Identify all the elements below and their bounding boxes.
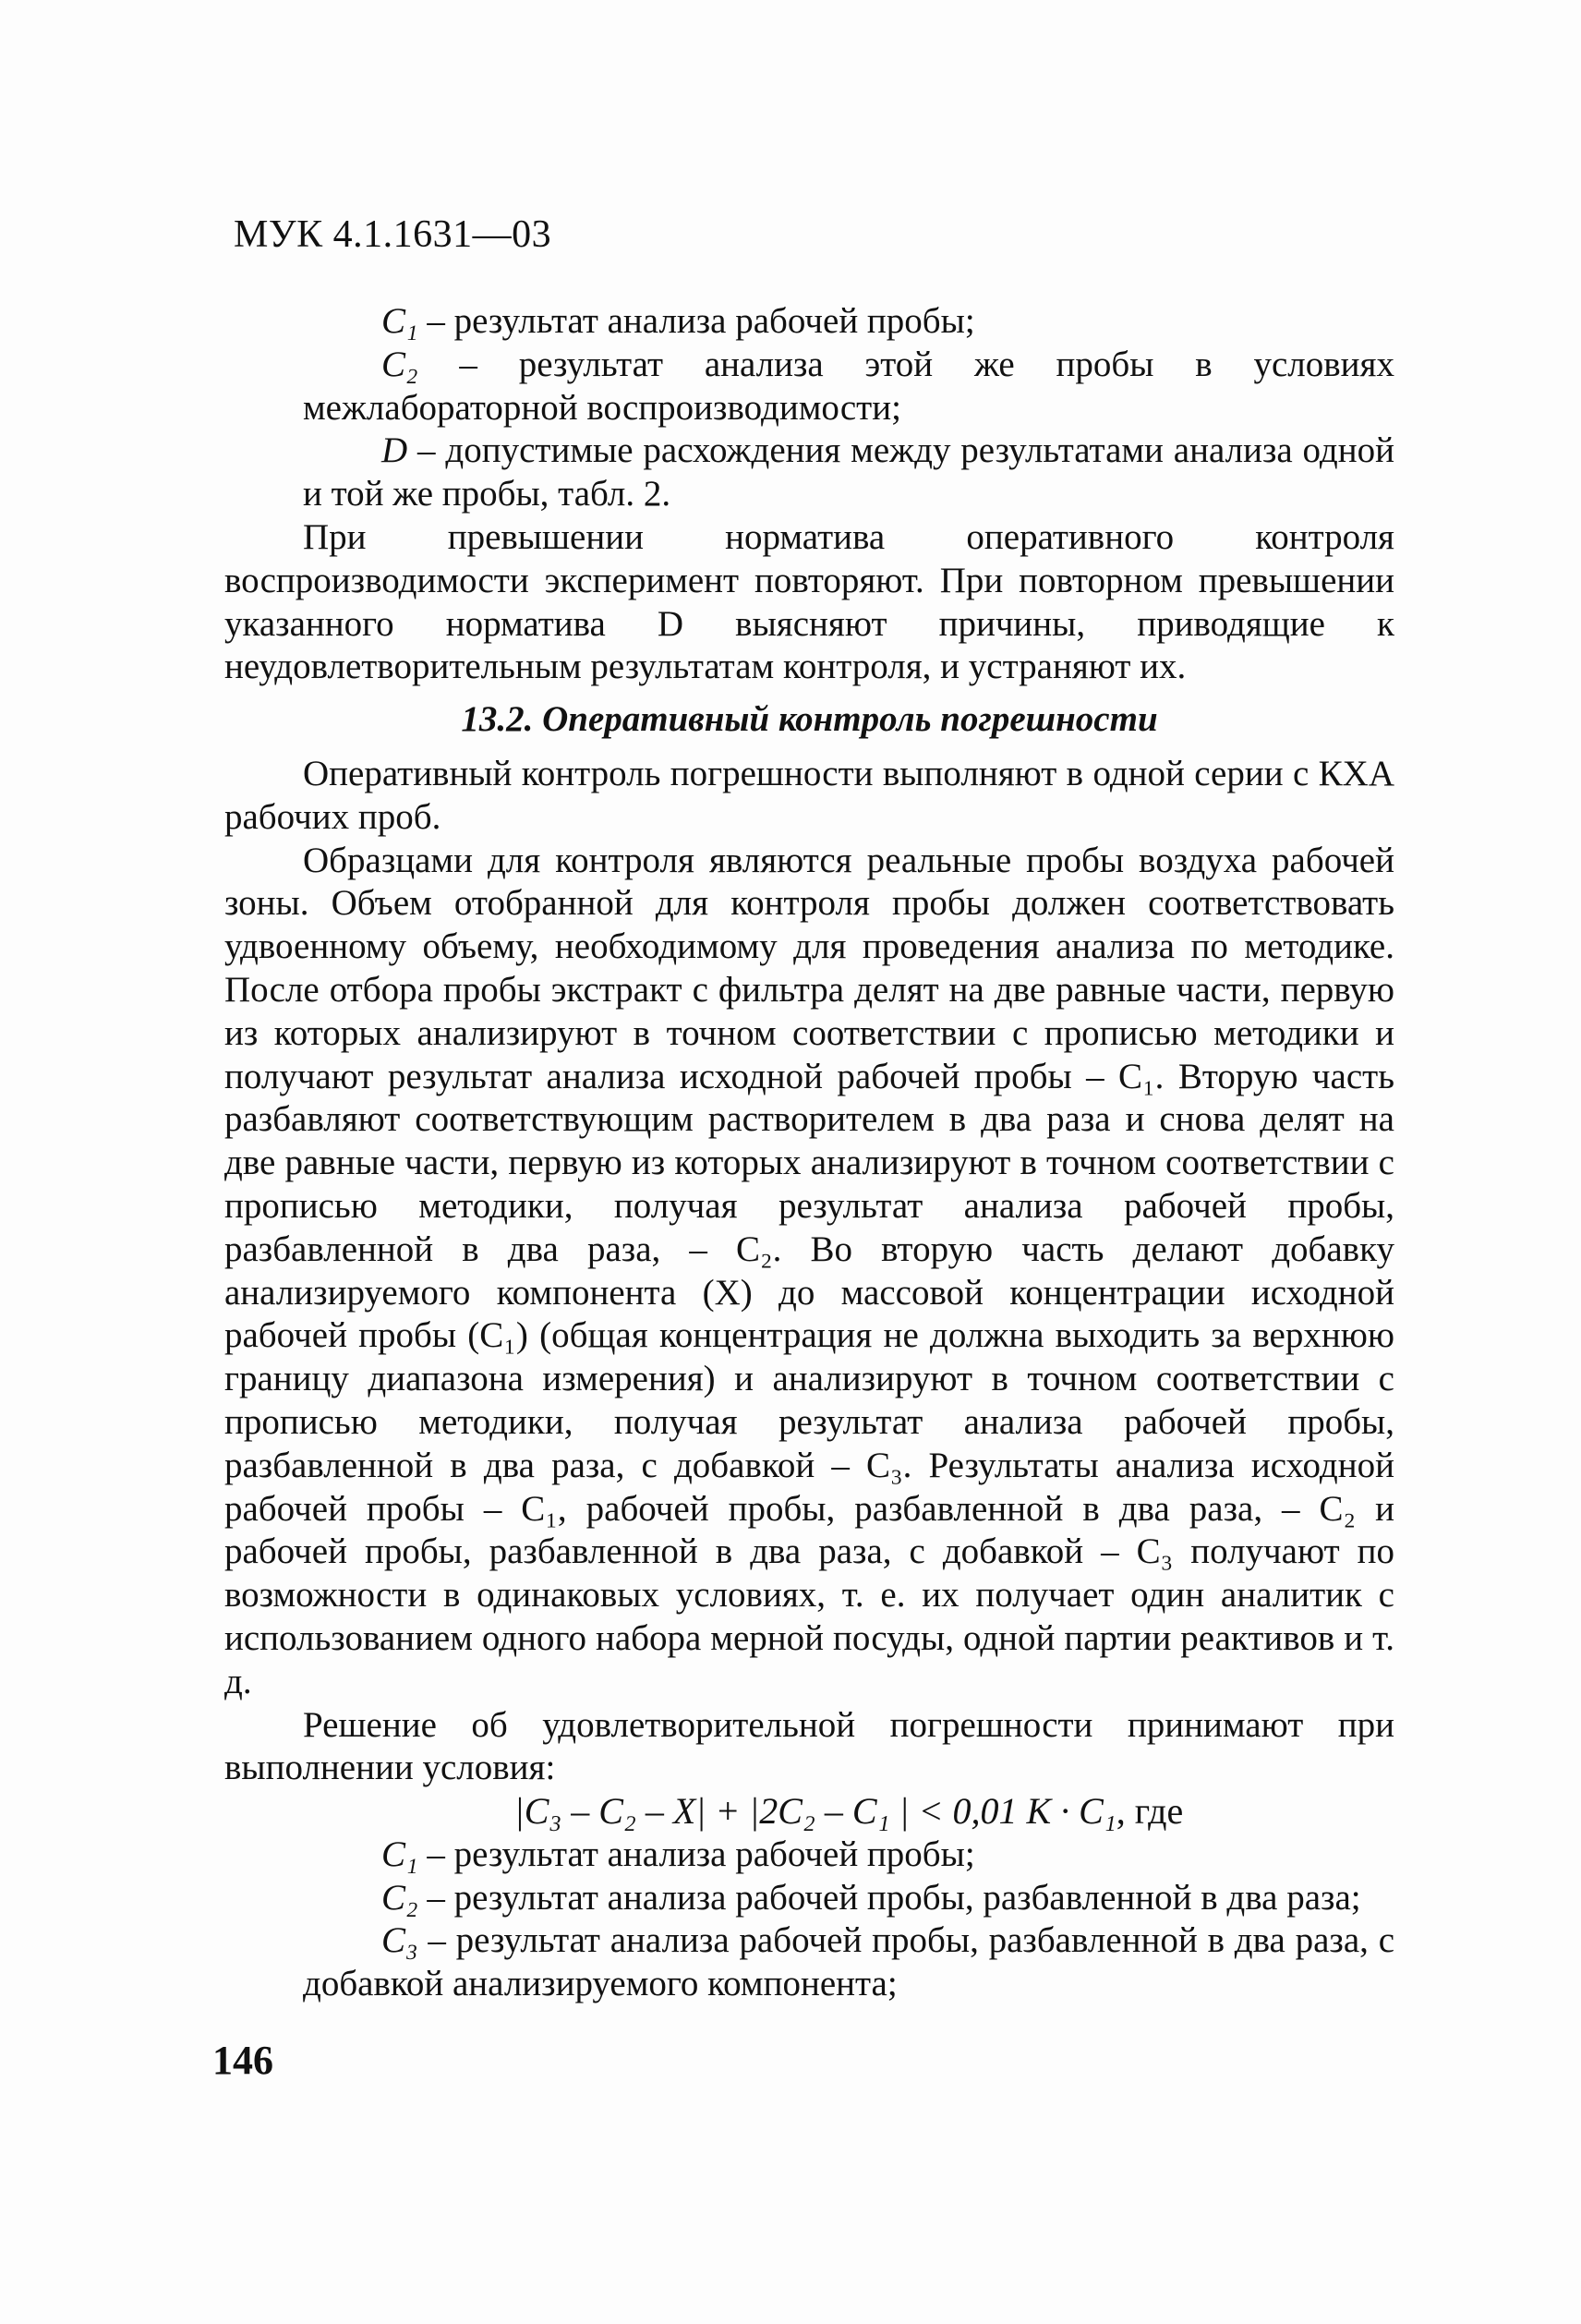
paragraph-samples: Образцами для контроля являются реальные пробы воздуха рабочей зоны. Объем отобранной для контроля пробы должен соответствовать удвоенному объему, необходимому для проведения анализа по методике. После отбора пробы экстракт с фильтра делят на две равные части, первую из которых анализируют в точном соответствии с прописью методики и получают результат анализа исходной рабочей пробы – C₁. Вторую часть разбавляют соответствующим растворителем в два раза и снова делят на две равные части, первую из которых анализируют в точном соответствии с прописью методики, получая результат анализа рабочей пробы, разбавленной в два раза, – C₂. Во вторую часть делают добавку анализируемого компонента (X) до массовой концентрации исходной рабочей пробы (C₁) (общая концентрация не должна выходить за верхнюю границу диапазона измерения) и анализируют в точном соответствии с прописью методики, получая результат анализа рабочей пробы, разбавленной в два раза, с добавкой – C₃. Результаты анализа исходной рабочей пробы – C₁, рабочей пробы, разбавленной в два раза, – C₂ и рабочей пробы, разбавленной в два раза, с добавкой – C₃ получают по возможности в одинаковых условиях, т. е. их получает один аналитик с использованием одного набора мерной посуды, одной партии реактивов и т. д.	[224, 840, 1394, 1701]
definition-text: результат анализа рабочей пробы;	[453, 1834, 975, 1874]
paragraph-exceed: При превышении норматива оперативного контроля воспроизводимости эксперимент повторяют. При повторном превышении указанного норматива D выясняют причины, приводящие к неудовлетворительным результатам контроля, и устраняют их.	[224, 516, 1394, 687]
paragraph-control: Оперативный контроль погрешности выполняют в одной серии с КХА рабочих проб.	[224, 753, 1394, 837]
document-code-header: МУК 4.1.1631—03	[234, 213, 552, 256]
definition-c3: C₃ – результат анализа рабочей пробы, разбавленной в два раза, с добавкой анализируемого компонента;	[303, 1920, 1395, 2004]
formula-expression: |C₃ – C₂ – X| + |2C₂ – C₁ | < 0,01 K · C₁	[513, 1790, 1116, 1833]
definition-c2: C₂ – результат анализа этой же пробы в условиях межлабораторной воспроизводимости;	[303, 344, 1394, 428]
definition-d: D – допустимые расхождения между результатами анализа одной и той же пробы, табл. 2.	[303, 430, 1394, 514]
section-heading: 13.2. Оперативный контроль погрешности	[461, 699, 1158, 740]
symbol: C₂	[381, 1877, 418, 1918]
definition-c2-second: C₂ – результат анализа рабочей пробы, разбавленной в два раза;	[381, 1877, 1361, 1918]
paragraph-decision: Решение об удовлетворительной погрешности принимают при выполнении условия:	[224, 1704, 1394, 1788]
symbol: C₁	[381, 1834, 418, 1874]
definition-c1-second: C₁ – результат анализа рабочей пробы;	[381, 1834, 975, 1874]
page-number: 146	[212, 2038, 273, 2083]
symbol: C₃	[381, 1920, 418, 1961]
definition-text: результат анализа рабочей пробы, разбавленной в два раза;	[453, 1877, 1361, 1918]
definition-text: результат анализа этой же пробы в условиях межлабораторной воспроизводимости;	[303, 344, 1394, 428]
definition-c1: C₁ – результат анализа рабочей пробы;	[381, 301, 975, 341]
body-text	[224, 300, 1394, 2006]
symbol: D	[381, 430, 408, 471]
symbol: C₁	[381, 301, 418, 341]
formula-suffix: , где	[1116, 1790, 1184, 1833]
symbol: C₂	[381, 344, 418, 384]
condition-formula	[224, 1790, 1394, 1834]
definition-text: результат анализа рабочей пробы, разбавленной в два раза, с добавкой анализируемого компонента;	[303, 1920, 1395, 2004]
definition-text: результат анализа рабочей пробы;	[453, 301, 975, 341]
definition-text: допустимые расхождения между результатами анализа одной и той же пробы, табл. 2.	[303, 430, 1394, 514]
